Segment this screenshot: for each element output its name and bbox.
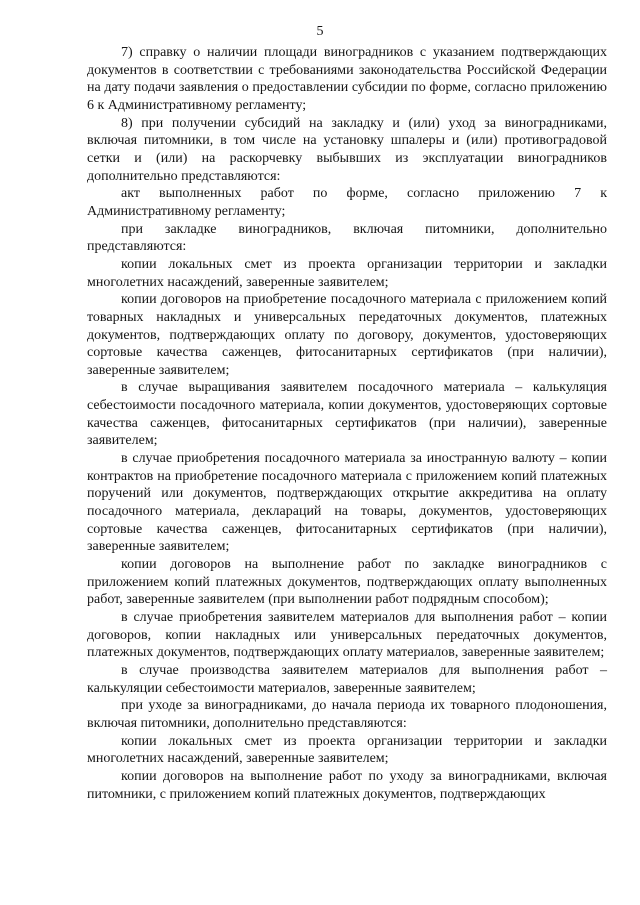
paragraph-planting-material-contracts: копии договоров на приобретение посадочного материала с приложением копий товарных накладных и универсальных передаточных документов, платежных документов, подтверждающих оплату по договору, документов, удостоверяющих сортовые качества саженцев, фитосанитарных сертификатов (при наличии), заверенные заявителем; [87, 292, 607, 378]
paragraph-care-local-estimates: копии локальных смет из проекта организации территории и закладки многолетних насаждений, заверенные заявителем; [87, 733, 607, 767]
paragraph-planting-work-contracts: копии договоров на выполнение работ по закладке виноградников с приложением копий платежных документов, подтверждающих оплату выполненных работ, заверенные заявителем (при выполнении работ подрядным способом); [87, 557, 607, 608]
paragraph-work-act: акт выполненных работ по форме, согласно приложению 7 к Административному регламенту; [87, 186, 607, 219]
paragraph-item-7-certificate: 7) справку о наличии площади виноградников с указанием подтверждающих документов в соответствии с требованиями законодательства Российской Федерации на дату подачи заявления о предоставлении субсидии по форме, согласно приложению 6 к Административному регламенту; [87, 45, 607, 113]
paragraph-care-intro: при уходе за виноградниками, до начала периода их товарного плодоношения, включая питомники, дополнительно представляются: [87, 698, 607, 731]
paragraph-local-estimates: копии локальных смет из проекта организации территории и закладки многолетних насаждений, заверенные заявителем; [87, 256, 607, 290]
paragraph-purchased-materials: в случае приобретения заявителем материалов для выполнения работ – копии договоров, копии накладных или универсальных передаточных документов, платежных документов, подтверждающих оплату материалов, заверенные заявителем; [87, 610, 607, 661]
paragraph-own-planting-material: в случае выращивания заявителем посадочного материала – калькуляция себестоимости посадочного материала, копии документов, удостоверяющих сортовые качества саженцев, фитосанитарных сертификатов (при наличии), заверенные заявителем; [87, 380, 607, 449]
paragraph-care-work-contracts: копии договоров на выполнение работ по уходу за виноградниками, включая питомники, с приложением копий платежных документов, подтверждающих [87, 768, 607, 802]
document-body [87, 44, 607, 803]
paragraph-foreign-currency: в случае приобретения посадочного материала за иностранную валюту – копии контрактов на приобретение посадочного материала с приложением копий платежных поручений или документов, подтверждающих открытие аккредитива на оплату посадочного материала, деклараций на товары, документов, удостоверяющих сортовые качества саженцев, фитосанитарных сертификатов (при наличии), заверенные заявителем; [87, 451, 607, 555]
paragraph-produced-materials: в случае производства заявителем материалов для выполнения работ – калькуляции себестоимости материалов, заверенные заявителем; [87, 662, 607, 696]
paragraph-planting-intro: при закладке виноградников, включая питомники, дополнительно представляются: [87, 221, 607, 255]
page-number: 5 [316, 24, 324, 39]
paragraph-item-8-subsidies: 8) при получении субсидий на закладку и (или) уход за виноградниками, включая питомники, в том числе на установку шпалеры и (или) противоградовой сетки и (или) на раскорчевку выбывших из эксплуатации виноградников дополнительно представляются: [87, 115, 607, 184]
